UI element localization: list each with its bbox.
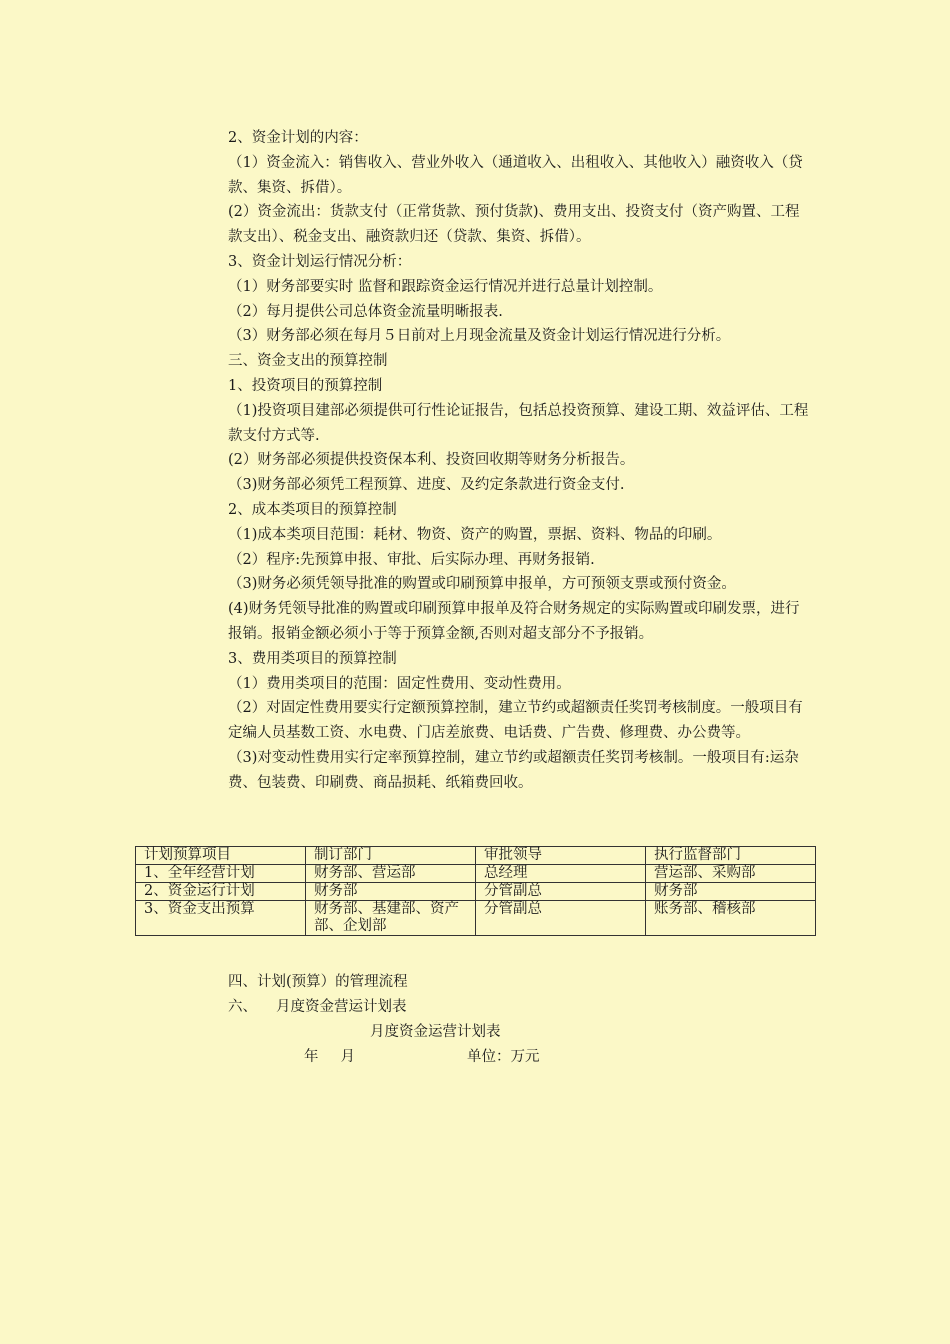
table-cell: 总经理 [476,865,646,883]
table-header-row [136,847,816,865]
table-header-cell: 审批领导 [476,847,646,865]
table-header-cell: 执行监督部门 [646,847,816,865]
section-heading: 三、资金支出的预算控制 [228,353,388,370]
table-cell: 3、资金支出预算 [136,901,306,936]
paragraph: （3)财务部必须凭工程预算、进度、及约定条款进行资金支付. [228,477,625,494]
section-title: 月度资金营运计划表 [276,999,407,1015]
table-header-cell: 计划预算项目 [136,847,306,865]
paragraph: 2、资金计划的内容： [228,130,368,146]
table-cell: 1、全年经营计划 [136,865,306,883]
table-cell: 账务部、稽核部 [646,901,816,936]
table-row [136,901,816,936]
year-label: 年 [304,1049,319,1065]
paragraph: （2）对固定性费用要实行定额预算控制，建立节约或超额责任奖罚考核制度。一般项目有定编人员基数工资、水电费、门店差旅费、电话费、广告费、修理费、办公费等。 [228,700,803,742]
table-row [136,883,816,901]
paragraph: （1）资金流入：销售收入、营业外收入（通道收入、出租收入、其他收入）融资收入（贷款、集资、拆借）。 [228,154,803,196]
paragraph: （1）费用类项目的范围：固定性费用、变动性费用。 [228,675,571,692]
paragraph: （1)成本类项目范围：耗材、物资、资产的购置，票据、资料、物品的印刷。 [228,526,722,543]
section-heading [228,995,810,1020]
table-cell: 财务部 [306,883,476,901]
unit-label: 单位：万元 [467,1049,540,1065]
subsection-heading: 1、投资项目的预算控制 [228,377,383,394]
paragraph: (2）资金流出：货款支付（正常货款、预付货款)、费用支出、投资支付（资产购置、工程款支出）、税金支出、融资款归还（贷款、集资、拆借）。 [228,204,800,246]
paragraph: (2）财务部必须提供投资保本利、投资回收期等财务分析报告。 [228,452,635,469]
paragraph: （2）每月提供公司总体资金流量明晰报表. [228,303,503,320]
table-cell: 财务部、营运部 [306,865,476,883]
table-cell: 营运部、采购部 [646,865,816,883]
table-cell: 2、资金运行计划 [136,883,306,901]
subsection-heading: 3、费用类项目的预算控制 [228,650,397,667]
body-text [228,126,810,796]
table-cell: 财务部、基建部、资产部、企划部 [306,901,476,936]
table-cell: 分管副总 [476,901,646,936]
month-label: 月 [340,1049,355,1065]
paragraph: （1）财务部要实时 监督和跟踪资金运行情况并进行总量计划控制。 [228,278,663,295]
table-header-cell: 制订部门 [306,847,476,865]
paragraph: 3、资金计划运行情况分析： [228,253,412,270]
paragraph: （3)财务必须凭领导批准的购置或印刷预算申报单，方可预领支票或预付资金。 [228,576,736,593]
table-row [136,865,816,883]
section-number: 六、 [228,999,257,1015]
paragraph: （2）程序:先预算申报、审批、后实际办理、再财务报销. [228,551,595,568]
budget-plan-table [135,846,816,936]
after-table-text [228,970,810,1070]
paragraph: （3)对变动性费用实行定率预算控制，建立节约或超额责任奖罚考核制。一般项目有:运杂费、包装费、印刷费、商品损耗、纸箱费回收。 [228,749,799,791]
paragraph: (4)财务凭领导批准的购置或印刷预算申报单及符合财务规定的实际购置或印刷发票，进行报销。报销金额必须小于等于预算金额,否则对超支部分不予报销。 [228,601,800,642]
paragraph: （3）财务部必须在每月５日前对上月现金流量及资金计划运行情况进行分析。 [228,328,731,345]
date-unit-line [228,1045,810,1070]
subsection-heading: 2、成本类项目的预算控制 [228,501,397,518]
table-cell: 财务部 [646,883,816,901]
paragraph: （1)投资项目建部必须提供可行性论证报告，包括总投资预算、建设工期、效益评估、工程款支付方式等. [228,402,809,444]
section-heading: 四、计划(预算）的管理流程 [228,974,408,990]
table-title: 月度资金运营计划表 [370,1024,501,1040]
table-cell: 分管副总 [476,883,646,901]
